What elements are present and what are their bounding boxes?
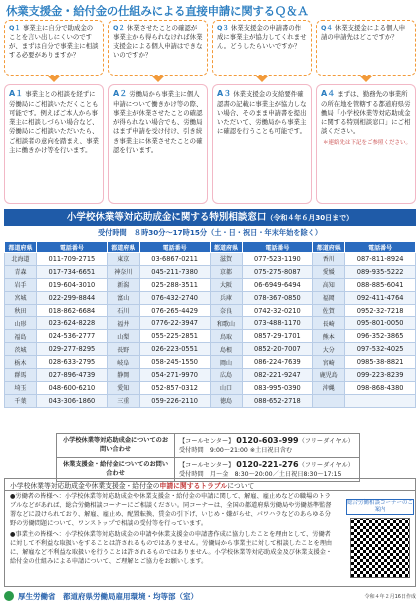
prefecture-cell: 石川 [107, 304, 139, 317]
qr-label: 総合労働相談コーナーのご案内 [346, 499, 414, 515]
prefecture-cell: 大阪 [210, 278, 242, 291]
phone-cell[interactable]: 083-995-0390 [242, 381, 313, 394]
phone-cell[interactable]: 078-367-0850 [242, 291, 313, 304]
table-row [5, 356, 416, 369]
answer-4: A４ まずは、勤務先の事業所の所在地を管轄する都道府県労働局「小学校休業等対応助成金に関する特別相談窓口」にご相談ください。 ＊連絡先は下記をご参照ください。 [316, 84, 416, 204]
prefecture-cell: 岩手 [5, 278, 37, 291]
prefecture-cell: 鳥取 [210, 330, 242, 343]
trouble-workers: ●労働者の皆様へ：小学校休業等対応助成金や休業支援金・給付金の申請に関して、解雇、雇止めなどの職場のトラブルなどがあれば、総合労働相談コーナーにご相談ください。同コーナーは、全国の都道府県労働局や労働基準監督署などに設けられており、解雇、雇止め、配置転換、賃金の引下げ、いじめ・嫌がらせ、パワハラなどのあらゆる分野の労働問題について、ワンストップで相談の受付等を行っています。 [10, 493, 332, 527]
table-row [5, 381, 416, 394]
phone-cell[interactable]: 011-709-2715 [37, 253, 108, 266]
phone-cell[interactable]: 089-935-5222 [345, 265, 416, 278]
phone-cell[interactable]: 098-868-4380 [345, 381, 416, 394]
prefecture-cell: 埼玉 [5, 381, 37, 394]
callcenter-label: 休業支援金・給付金についてのお問い合わせ [57, 458, 175, 482]
prefecture-cell: 宮城 [5, 291, 37, 304]
table-row [5, 278, 416, 291]
contact-table [4, 241, 416, 408]
phone-cell[interactable]: 026-223-0551 [139, 343, 210, 356]
phone-cell[interactable]: 087-811-8924 [345, 253, 416, 266]
phone-cell[interactable]: 06-6949-6494 [242, 278, 313, 291]
prefecture-cell: 山形 [5, 317, 37, 330]
prefecture-cell: 新潟 [107, 278, 139, 291]
prefecture-cell: 福島 [5, 330, 37, 343]
phone-cell[interactable]: 095-801-0050 [345, 317, 416, 330]
prefecture-cell: 香川 [313, 253, 345, 266]
table-header-cell: 都道府県 [5, 242, 37, 253]
table-row [5, 291, 416, 304]
question-2: Q２ 休業させたことの確認が事業主から得られなければ休業支援金による個人申請はできないのですか？ [108, 20, 208, 76]
phone-cell[interactable]: 017-734-6651 [37, 265, 108, 278]
prefecture-cell: 青森 [5, 265, 37, 278]
phone-cell[interactable]: 0776-22-3947 [139, 317, 210, 330]
footer-org: 厚生労働省 都道府県労働局雇用環境・均等部（室） [18, 591, 198, 601]
mhlw-logo-icon [4, 591, 14, 601]
phone-cell[interactable]: 03-6867-0211 [139, 253, 210, 266]
phone-cell[interactable]: 077-523-1190 [242, 253, 313, 266]
phone-cell[interactable]: 023-624-8228 [37, 317, 108, 330]
phone-cell[interactable]: 086-224-7639 [242, 356, 313, 369]
table-header-cell: 電話番号 [242, 242, 313, 253]
phone-cell[interactable]: 0952-32-7218 [345, 304, 416, 317]
phone-cell[interactable]: 024-536-2777 [37, 330, 108, 343]
prefecture-cell: 愛媛 [313, 265, 345, 278]
phone-cell[interactable]: 0852-20-7007 [242, 343, 313, 356]
prefecture-cell: 京都 [210, 265, 242, 278]
prefecture-cell: 秋田 [5, 304, 37, 317]
phone-cell[interactable]: 022-299-8844 [37, 291, 108, 304]
phone-cell[interactable]: 092-411-4764 [345, 291, 416, 304]
table-row [5, 317, 416, 330]
reception-hours: 受付時間 ８時30分～17時15分（土・日・祝日・年末年始を除く） [97, 228, 323, 237]
answer-3: A３ 休業支援金の支給要件確認書の記載に事業主が協力しない場合、そのまま申請書を提出いただいて、労働局から事業主に確認を行うことも可能です。 [212, 84, 312, 204]
question-3: Q３ 休業支援金の申請書の作成に事業主が協力してくれません。どうしたらいいですか？ [212, 20, 312, 76]
phone-cell[interactable]: 019-604-3010 [37, 278, 108, 291]
prefecture-cell: 群馬 [5, 369, 37, 382]
prefecture-cell: 鹿児島 [313, 369, 345, 382]
prefecture-cell: 佐賀 [313, 304, 345, 317]
prefecture-cell: 大分 [313, 343, 345, 356]
phone-cell[interactable]: 043-306-1860 [37, 394, 108, 407]
table-row [5, 330, 416, 343]
phone-cell[interactable]: 096-352-3865 [345, 330, 416, 343]
prefecture-cell: 神奈川 [107, 265, 139, 278]
phone-cell[interactable]: 0985-38-8821 [345, 356, 416, 369]
prefecture-cell: 茨城 [5, 343, 37, 356]
phone-cell[interactable]: 058-245-1550 [139, 356, 210, 369]
footer-date: 令和４年２月16日作成 [364, 593, 416, 600]
prefecture-cell: 長野 [107, 343, 139, 356]
prefecture-cell: 栃木 [5, 356, 37, 369]
prefecture-cell: 福岡 [313, 291, 345, 304]
prefecture-cell: 島根 [210, 343, 242, 356]
phone-cell[interactable]: 025-288-3511 [139, 278, 210, 291]
callcenter-row-support: 休業支援金・給付金についてのお問い合わせ 【コールセンター】 0120-221-276（フリーダイヤル） 受付時間 月～金 8:30～20:00／土日祝日8:30～17:15 [57, 458, 360, 482]
table-row [5, 343, 416, 356]
phone-cell[interactable]: 045-211-7380 [139, 265, 210, 278]
prefecture-cell: 徳島 [210, 394, 242, 407]
callcenter-row-subsidy: 小学校休業等対応助成金についてのお問い合わせ 【コールセンター】 0120-603-999（フリーダイヤル） 受付時間 9:00～21:00 ※土日祝日含む [57, 434, 360, 458]
phone-cell[interactable]: 088-885-6041 [345, 278, 416, 291]
phone-cell[interactable]: 099-223-8239 [345, 369, 416, 382]
callcenter-phone[interactable]: 0120-221-276 [236, 460, 299, 470]
phone-cell[interactable]: 048-600-6210 [37, 381, 108, 394]
phone-cell[interactable]: 054-271-9970 [139, 369, 210, 382]
trouble-heading: 小学校休業等対応助成金や休業支援金・給付金の申請に関するトラブルについて [4, 478, 416, 490]
phone-cell[interactable]: 097-532-4025 [345, 343, 416, 356]
prefecture-cell: 広島 [210, 369, 242, 382]
question-row [4, 20, 416, 76]
phone-cell[interactable]: 028-633-2795 [37, 356, 108, 369]
table-header-cell: 電話番号 [345, 242, 416, 253]
phone-cell[interactable]: 076-265-4429 [139, 304, 210, 317]
phone-cell[interactable]: 027-896-4739 [37, 369, 108, 382]
prefecture-cell: 沖縄 [313, 381, 345, 394]
table-row [5, 253, 416, 266]
phone-cell[interactable]: 029-277-8295 [37, 343, 108, 356]
prefecture-cell: 千葉 [5, 394, 37, 407]
answer-row [4, 84, 416, 204]
page-title: 休業支援金・給付金の仕組みによる直接申請に関するＱ＆Ａ [6, 4, 309, 18]
prefecture-cell: 熊本 [313, 330, 345, 343]
footer [4, 589, 416, 603]
prefecture-cell: 三重 [107, 394, 139, 407]
answer-1: A１ 事業主との相談を経ずに労働局にご相談いただくことも可能です。例えばご本人から事業主に相談しづらい場合など、労働局にご相談いただいたら、ご相談者の意向を踏まえ、事業主に働きかけ等を行います。 [4, 84, 104, 204]
question-4: Q４ 休業支援金による個人申請の申請先はどこですか？ [316, 20, 416, 76]
qr-code-icon[interactable] [350, 518, 410, 578]
table-header-cell: 都道府県 [210, 242, 242, 253]
prefecture-cell: 和歌山 [210, 317, 242, 330]
phone-cell[interactable]: 059-226-2110 [139, 394, 210, 407]
question-1: Q１ 事業主に自分で助成金のことを言い出しにくいのですが、まずは自分で事業主に相談する必要がありますか？ [4, 20, 104, 76]
phone-cell[interactable]: 082-221-9247 [242, 369, 313, 382]
phone-cell[interactable]: 052-857-0312 [139, 381, 210, 394]
prefecture-cell: 富山 [107, 291, 139, 304]
prefecture-cell: 宮崎 [313, 356, 345, 369]
prefecture-cell: 山梨 [107, 330, 139, 343]
callcenter-table [56, 433, 360, 482]
table-row [5, 369, 416, 382]
prefecture-cell: 福井 [107, 317, 139, 330]
table-row [5, 394, 416, 407]
table-header-cell: 電話番号 [37, 242, 108, 253]
table-row [5, 304, 416, 317]
table-header-cell: 都道府県 [313, 242, 345, 253]
prefecture-cell: 兵庫 [210, 291, 242, 304]
phone-cell[interactable]: 073-488-1170 [242, 317, 313, 330]
callcenter-label: 小学校休業等対応助成金についてのお問い合わせ [57, 434, 175, 458]
phone-cell[interactable]: 076-432-2740 [139, 291, 210, 304]
callcenter-phone[interactable]: 0120-603-999 [236, 436, 299, 445]
phone-cell[interactable] [345, 394, 416, 407]
prefecture-cell: 東京 [107, 253, 139, 266]
consultation-banner: 小学校休業等対応助成金に関する特別相談窓口（令和４年６月30日まで） [4, 209, 416, 226]
answer-4-note: ＊連絡先は下記をご参照ください。 [322, 139, 411, 146]
phone-cell[interactable]: 075-275-8087 [242, 265, 313, 278]
prefecture-cell: 愛知 [107, 381, 139, 394]
phone-cell[interactable]: 0857-29-1701 [242, 330, 313, 343]
prefecture-cell: 滋賀 [210, 253, 242, 266]
prefecture-cell: 奈良 [210, 304, 242, 317]
prefecture-cell: 静岡 [107, 369, 139, 382]
table-row [5, 265, 416, 278]
table-body [5, 253, 416, 408]
trouble-employers: ●事業主の皆様へ：小学校休業等対応助成金の申請や休業支援金の申請書作成に協力したことを理由として、労働者に対して不利益な取扱いをすることは許されるものではありません。労働局から事業主に対して相談したことを理由に、解雇など不利益な取扱いを行うことは許されるものではありません。小学校休業等対応助成金及び休業支援金・給付金の仕組みによる申請について、ご理解とご協力をお願いします。 [10, 530, 333, 565]
prefecture-cell: 岐阜 [107, 356, 139, 369]
prefecture-cell: 長崎 [313, 317, 345, 330]
table-header-cell: 都道府県 [107, 242, 139, 253]
answer-2: A２ 労働局から事業主に個人申請について働きかけ等の際、事業主が休業させたことの確認が得られない場合でも、労働局はまず申請を受け付け、引き続き事業主に休業させたことの確認を行います。 [108, 84, 208, 204]
prefecture-cell: 北海道 [5, 253, 37, 266]
phone-cell[interactable]: 0742-32-0210 [242, 304, 313, 317]
prefecture-cell: 岡山 [210, 356, 242, 369]
prefecture-cell: 山口 [210, 381, 242, 394]
phone-cell[interactable]: 088-652-2718 [242, 394, 313, 407]
table-header-cell: 電話番号 [139, 242, 210, 253]
table-header [5, 242, 416, 253]
phone-cell[interactable]: 018-862-6684 [37, 304, 108, 317]
phone-cell[interactable]: 055-225-2851 [139, 330, 210, 343]
prefecture-cell: 高知 [313, 278, 345, 291]
prefecture-cell [313, 394, 345, 407]
